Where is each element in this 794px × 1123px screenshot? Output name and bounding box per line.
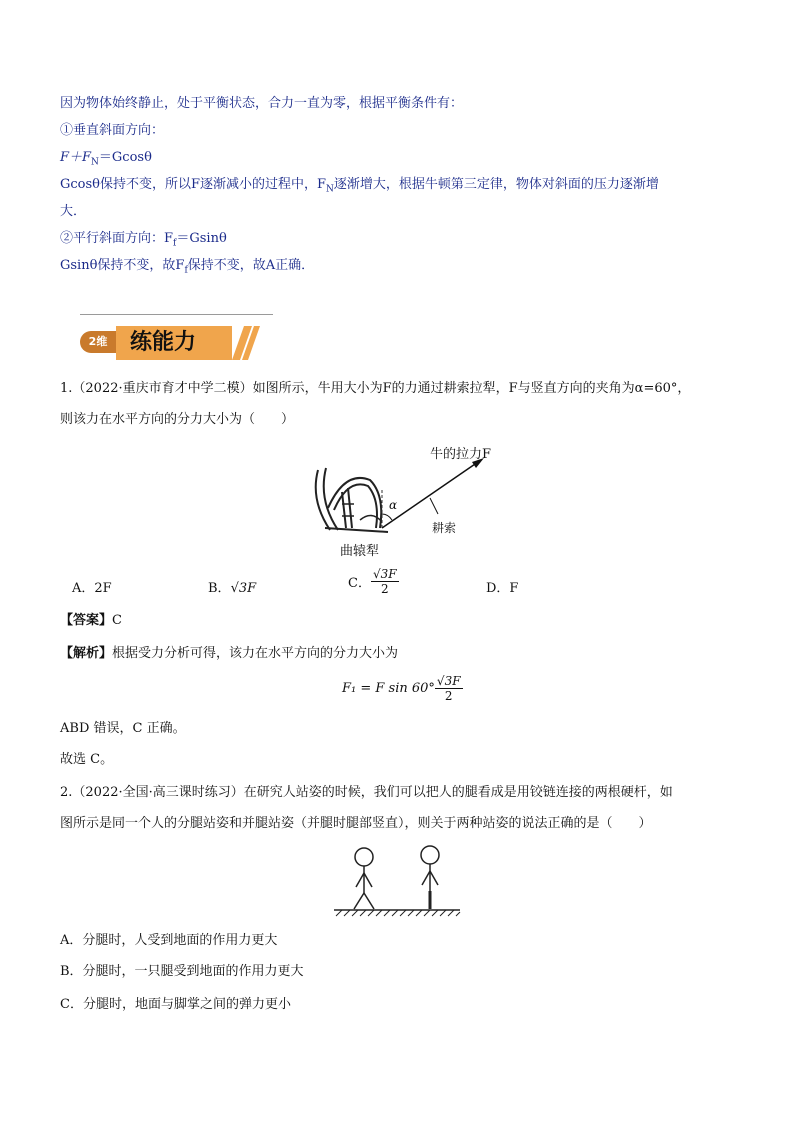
- q1-figure-plow-label: 曲辕犁: [340, 544, 380, 559]
- intro-line-3: $F+F_N=Gcos\theta$: [60, 150, 152, 168]
- q1-option-a: A．2F: [72, 581, 112, 596]
- q1-analysis: 【解析】根据受力分析可得，该力在水平方向的分力大小为: [60, 646, 399, 661]
- q1-figure-force-label: 牛的拉力F: [430, 447, 492, 462]
- q1-stem-line-1: 1.（2022·重庆市育才中学二模）如图所示，牛用大小为F的力通过耕索拉犁，F与竖直方向的夹角为α=60°，: [60, 381, 691, 396]
- intro-line-2: ①垂直斜面方向：: [60, 123, 165, 138]
- q1-option-c: C． $\frac{√3F}{2}$: [348, 567, 397, 596]
- q2-stem-line-1: 2.（2022·全国·高三课时练习）在研究人站姿的时候，我们可以把人的腿看成是用铰链连接的两根硬杆，如: [60, 785, 673, 800]
- section-title: 练能力: [116, 326, 232, 360]
- q1-option-b: B．√3F: [208, 581, 257, 596]
- q2-stance-figure: [332, 845, 462, 917]
- intro-line-7: Gsinθ保持不变，故$F_f$保持不变，故A正确．: [60, 258, 315, 276]
- q1-figure-alpha-label: α: [389, 498, 398, 512]
- intro-line-1: 因为物体始终静止，处于平衡状态，合力一直为零，根据平衡条件有：: [60, 96, 464, 111]
- section-badge: 2维: [80, 331, 116, 353]
- q1-answer: 【答案】C: [60, 613, 122, 628]
- intro-line-5: 大．: [60, 204, 87, 219]
- q1-conclusion-2: 故选 C。: [60, 752, 114, 767]
- q1-conclusion-1: ABD 错误，C 正确。: [60, 721, 186, 736]
- q2-option-c: C．分腿时，地面与脚掌之间的弹力更小: [60, 997, 291, 1012]
- intro-line-4: Gcosθ保持不变，所以F逐渐减小的过程中，$F_N$逐渐增大，根据牛顿第三定律，物体对斜面的压力逐渐增: [60, 177, 659, 195]
- q1-formula: F₁ = F sin 60° $\frac{√3F}{2}$: [342, 674, 461, 703]
- intro-line-6: ②平行斜面方向：$F_f=Gsin\theta$: [60, 231, 227, 249]
- q1-stem-line-2: 则该力在水平方向的分力大小为（ ）: [60, 412, 295, 427]
- q2-option-a: A．分腿时，人受到地面的作用力更大: [60, 933, 278, 948]
- section-banner: [80, 326, 252, 360]
- section-divider: [80, 314, 273, 315]
- q2-option-b: B．分腿时，一只腿受到地面的作用力更大: [60, 964, 304, 979]
- q2-stem-line-2: 图所示是同一个人的分腿站姿和并腿站姿（并腿时腿部竖直），则关于两种站姿的说法正确的是（ ）: [60, 816, 652, 831]
- q1-figure-rope-label: 耕索: [432, 521, 457, 535]
- banner-stripes-icon: [230, 326, 260, 360]
- q1-option-d: D．F: [486, 581, 519, 596]
